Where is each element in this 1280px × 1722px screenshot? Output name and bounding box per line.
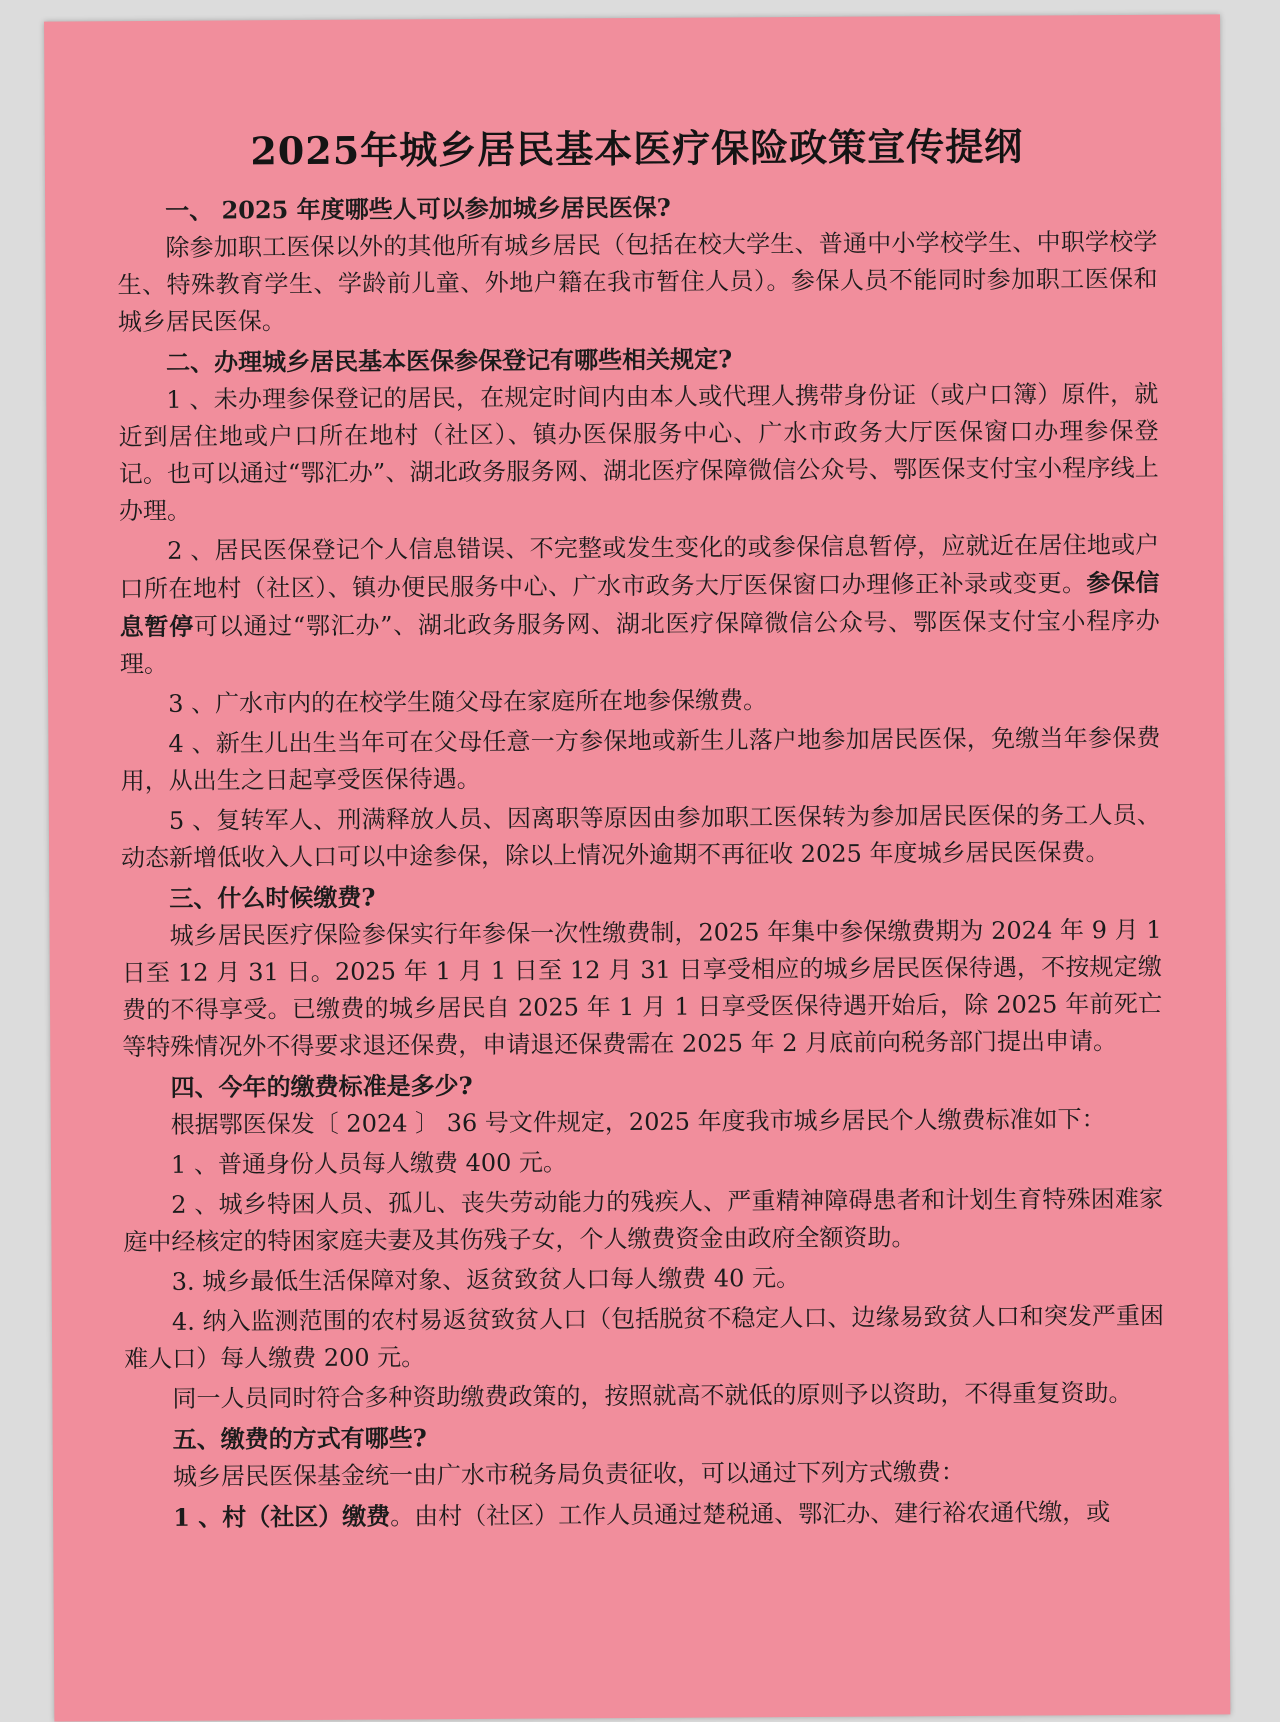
paragraph: 4 、新生儿出生当年可在父母任意一方参保地或新生儿落户地参加居民医保，免缴当年参保费用，从出生之日起享受医保待遇。 (120, 723, 1161, 796)
paragraph: 1 、未办理参保登记的居民，在规定时间内由本人或代理人携带身份证（或户口簿）原件，就近到居住地或户口所在地村（社区）、镇办医保服务中心、广水市政务大厅医保窗口办理参保登记。也可以通过“鄂汇办”、湖北政务服务网、湖北医疗保障微信公众号、鄂医保支付宝小程序线上办理。 (118, 379, 1159, 526)
paragraph: 3. 城乡最低生活保障对象、返贫致贫人口每人缴费 40 元。 (171, 1263, 801, 1296)
paragraph: 城乡居民医疗保险参保实行年参保一次性缴费制，2025 年集中参保缴费期为 2024 年 9 月 1 日至 12 月 31 日。2025 年 1 月 1 日至 12 月 31 日享受相应的城乡居民医保待遇，不按规定缴费的不得享受。已缴费的城乡居民自 2025 年 1 月 1 日享受医保待遇开始后，除 2025 年前死亡等特殊情况外不得要求退还保费，申请退还保费需在 2025 年 2 月底前向税务部门提出申请。 (121, 915, 1163, 1062)
section-3 (121, 874, 1162, 1066)
paragraph: 5 、复转军人、刑满释放人员、因离职等原因由参加职工医保转为参加居民医保的务工人员、动态新增低收入人口可以中途参保，除以上情况外逾期不再征收 2025 年度城乡居民医保费。 (121, 800, 1161, 873)
paragraph: 1 、普通身份人员每人缴费 400 元。 (170, 1148, 568, 1179)
section-1 (117, 186, 1158, 341)
section-4 (122, 1063, 1164, 1418)
document-title: 2025年城乡居民基本医疗保险政策宣传提纲 (250, 123, 1024, 174)
paragraph-text: 可以通过“鄂汇办”、湖北政务服务网、湖北医疗保障微信公众号、鄂医保支付宝小程序办理。 (119, 606, 1160, 679)
section-heading: 五、缴费的方式有哪些? (172, 1423, 427, 1454)
paragraph-text: 。由村（社区）工作人员通过楚税通、鄂汇办、建行裕农通代缴，或 (390, 1498, 1111, 1531)
bold-phrase: 参保信息暂停 (119, 567, 1160, 642)
section-heading: 二、办理城乡居民基本医保参保登记有哪些相关规定? (166, 344, 733, 377)
section-5 (125, 1415, 1166, 1537)
paragraph-text: 2 、居民医保登记个人信息错误、不完整或发生变化的或参保信息暂停，应就近在居住地或户口所在地村（社区）、镇办便民服务中心、广水市政务大厅医保窗口办理修正补录或变更。 (119, 530, 1160, 604)
section-heading: 三、什么时候缴费? (169, 882, 376, 913)
bold-phrase: 1 、村（社区）缴费 (173, 1501, 391, 1532)
paragraph (125, 1493, 1165, 1537)
paragraph: 除参加职工医保以外的其他所有城乡居民（包括在校大学生、普通中小学校学生、中职学校学生、特殊教育学生、学龄前儿童、外地户籍在我市暂住人员）。参保人员不能同时参加职工医保和城乡居民医保。 (117, 227, 1158, 337)
paragraph: 城乡居民医保基金统一由广水市税务局负责征收，可以通过下列方式缴费： (172, 1457, 965, 1491)
paragraph: 根据鄂医保发〔 2024 〕 36 号文件规定，2025 年度我市城乡居民个人缴费标准如下： (170, 1105, 1106, 1139)
paragraph: 3 、广水市内的在校学生随父母在家庭所在地参保缴费。 (168, 686, 768, 718)
paragraph: 4. 纳入监测范围的农村易返贫致贫人口（包括脱贫不稳定人口、边缘易致贫人口和突发严重困难人口）每人缴费 200 元。 (124, 1301, 1165, 1374)
section-heading: 一、 2025 年度哪些人可以参加城乡居民医保? (165, 192, 671, 225)
paragraph (119, 527, 1160, 683)
pink-flyer-sheet (44, 14, 1230, 1721)
section-heading: 四、今年的缴费标准是多少? (170, 1070, 473, 1102)
paragraph: 同一人员同时符合多种资助缴费政策的，按照就高不就低的原则予以资助，不得重复资助。 (172, 1378, 1133, 1413)
document-body (116, 85, 1165, 1540)
section-2 (118, 338, 1161, 877)
paragraph: 2 、城乡特困人员、孤儿、丧失劳动能力的残疾人、严重精神障碍患者和计划生育特殊困难家庭中经核定的特困家庭夫妻及其伤残子女，个人缴费资金由政府全额资助。 (123, 1184, 1164, 1257)
